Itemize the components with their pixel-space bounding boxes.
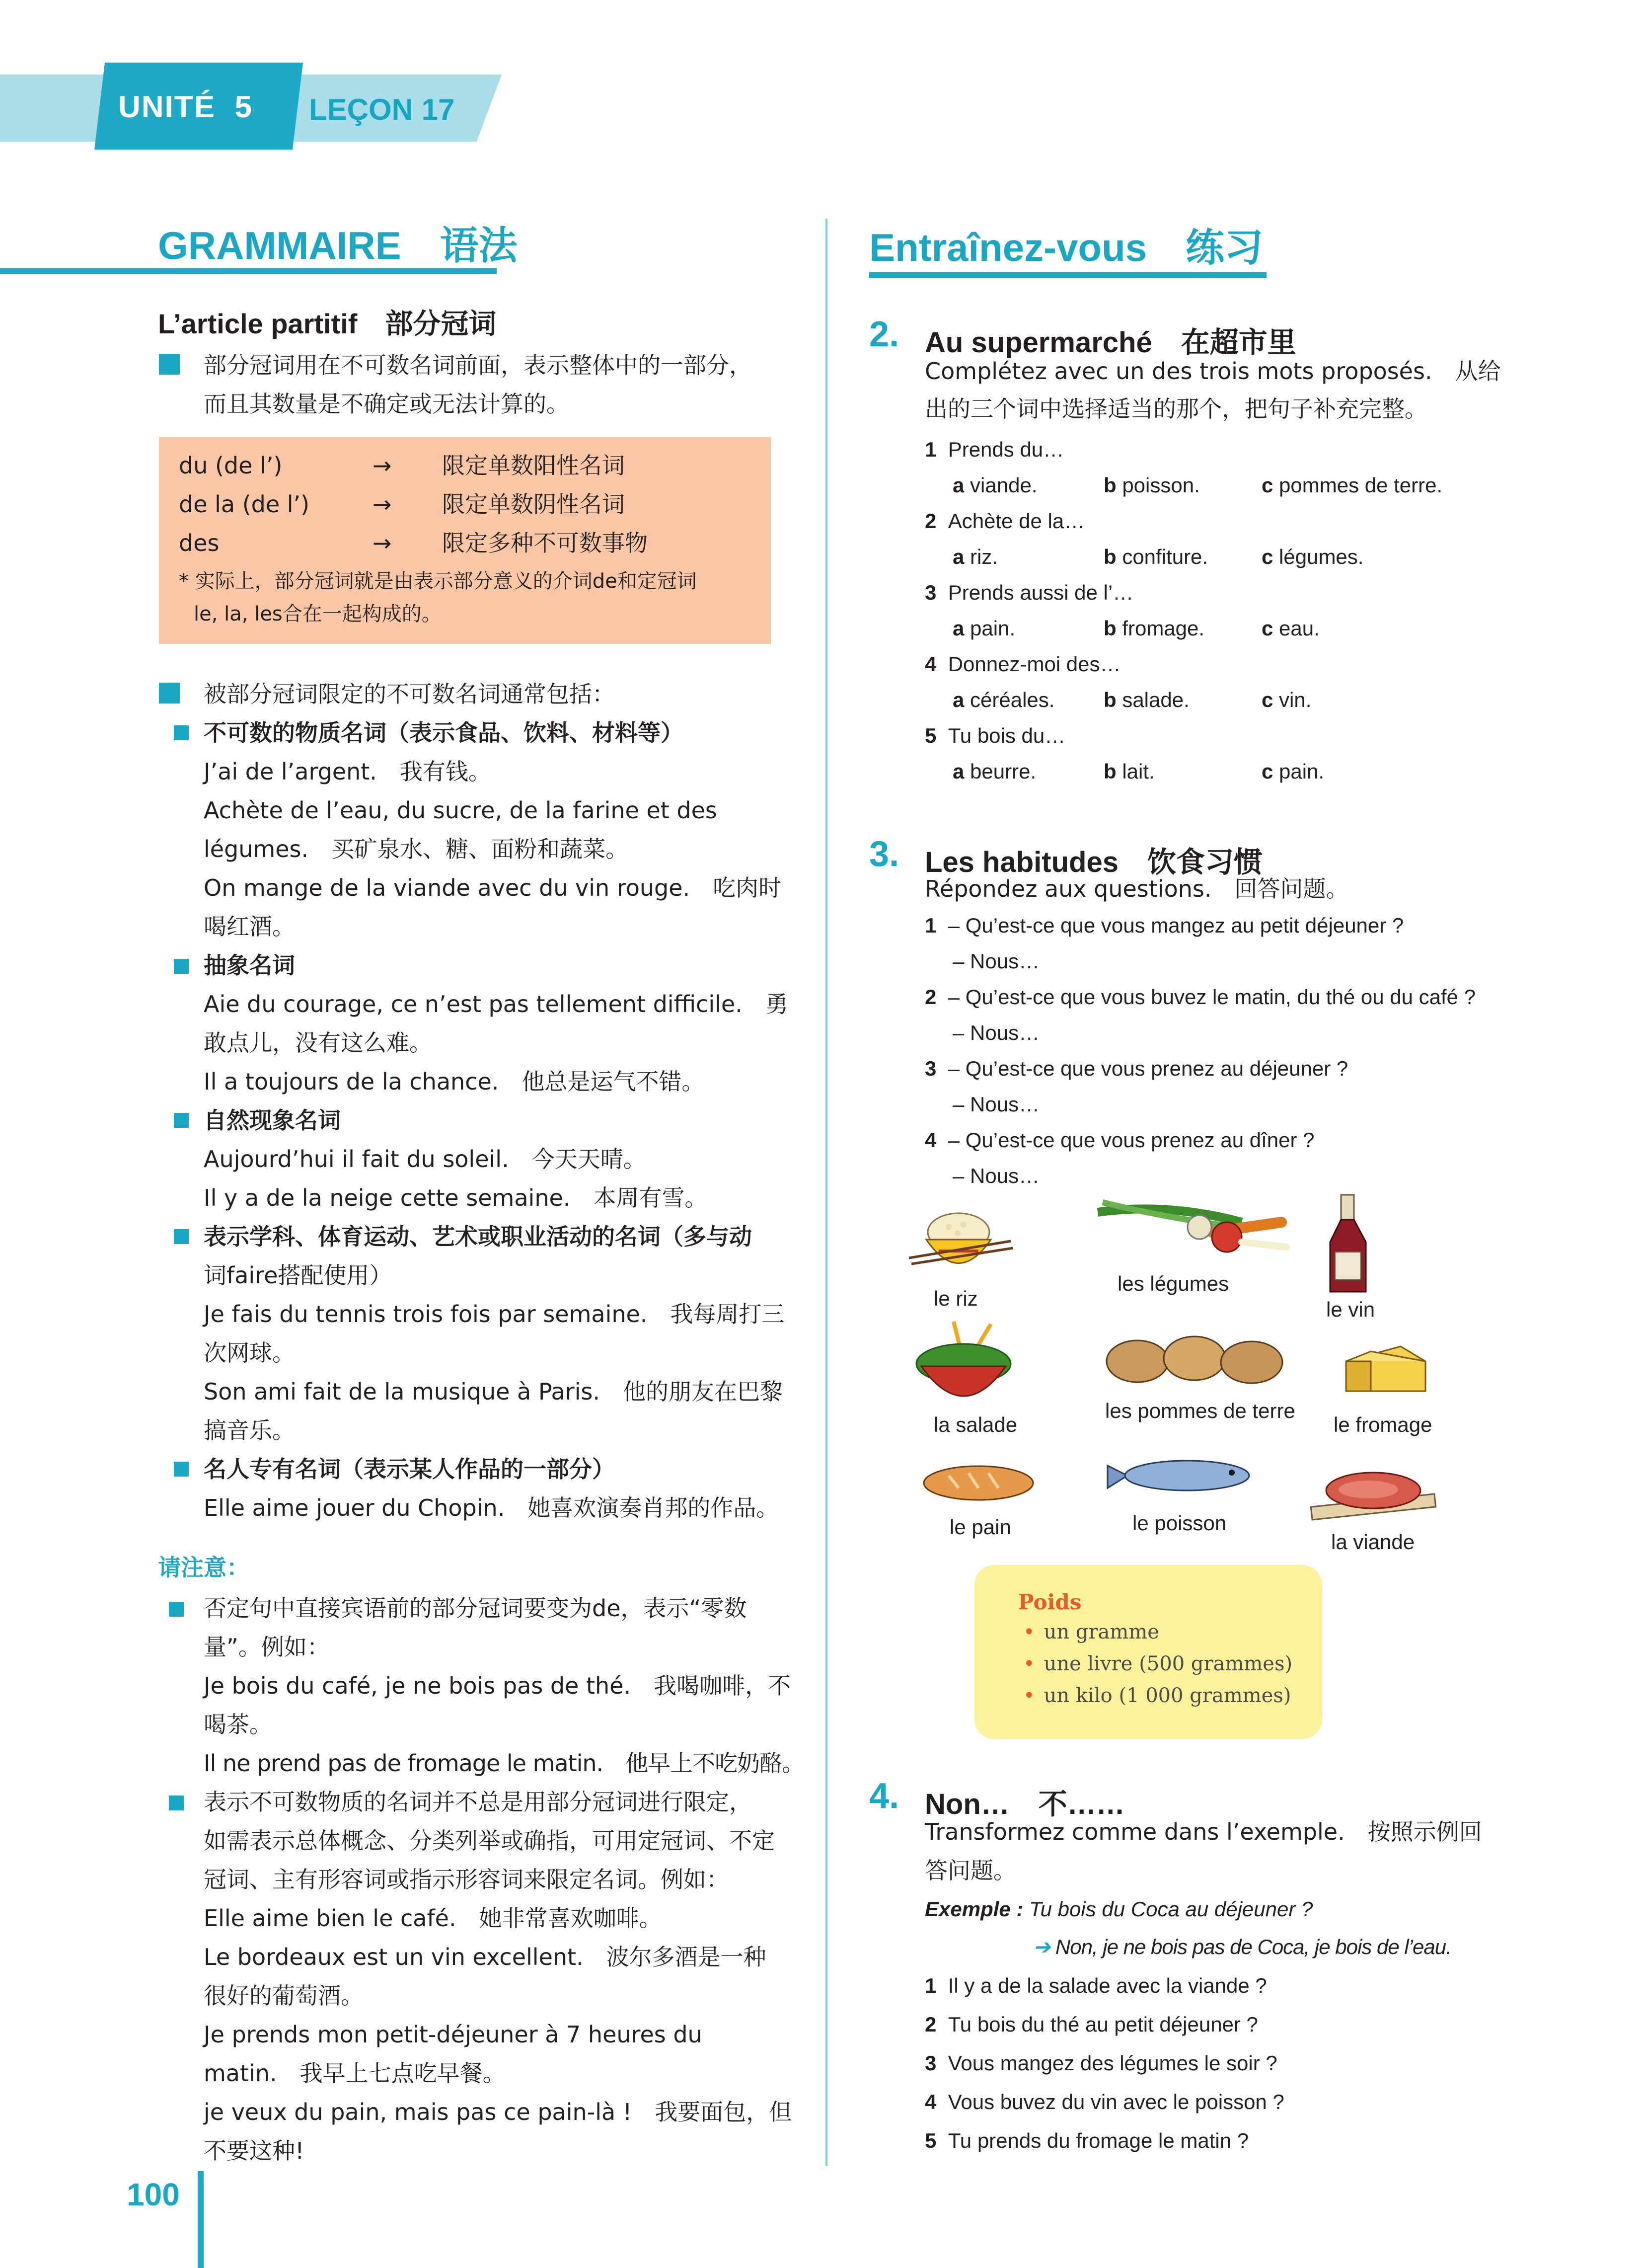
example-answer: Non, je ne bois pas de Coca, je bois de l’eau.	[1055, 1935, 1451, 1958]
exercise-number: 3.	[869, 834, 899, 874]
cheese-illustration	[1341, 1341, 1430, 1401]
attention-line: 冠词、主有形容词或指示形容词来限定名词。例如：	[204, 1866, 729, 1893]
question-text: Prends du…	[948, 438, 1064, 461]
bullet-square	[159, 683, 180, 704]
option-a: beurre.	[970, 760, 1037, 783]
box-meaning: 限定单数阳性名词	[442, 452, 625, 479]
grammar-line: Il a toujours de la chance. 他总是运气不错。	[204, 1068, 705, 1095]
option-c: pommes de terre.	[1279, 473, 1443, 497]
attention-line: 量”。例如：	[204, 1634, 330, 1660]
grammar-title: GRAMMAIRE 语法	[158, 224, 518, 267]
option-a: pain.	[970, 617, 1016, 640]
exercise-instruction: Transformez comme dans l’exemple. 按照示例回	[925, 1818, 1482, 1845]
food-label-fromage: le fromage	[1334, 1413, 1432, 1436]
salad-bowl-illustration	[909, 1317, 1018, 1411]
question-number: 4	[925, 652, 937, 676]
grammar-line: 搞音乐。	[204, 1417, 295, 1444]
fish-illustration	[1103, 1451, 1257, 1500]
box-term: du (de l’)	[179, 452, 283, 479]
grammar-line: 名人专有名词（表示某人作品的一部分）	[204, 1456, 615, 1483]
option-a: viande.	[970, 473, 1038, 497]
answer-stub: – Nous…	[953, 1164, 1040, 1187]
grammar-line: On mange de la viande avec du vin rouge. 吃肉时	[204, 874, 782, 901]
grammar-line: Aie du courage, ce n’est pas tellement difficile. 勇	[204, 991, 788, 1017]
grammar-line: 表示学科、体育运动、艺术或职业活动的名词（多与动	[204, 1223, 752, 1250]
grammar-line: 敢点儿，没有这么难。	[204, 1029, 432, 1056]
rice-bowl-illustration	[899, 1202, 1018, 1287]
question-text: – Qu’est-ce que vous prenez au déjeuner ?	[948, 1057, 1348, 1080]
potatoes-illustration	[1103, 1327, 1291, 1391]
question-text: Tu bois du…	[948, 724, 1066, 747]
grammar-line: 词faire搭配使用）	[204, 1262, 392, 1289]
example-question: Tu bois du Coca au déjeuner ?	[1029, 1897, 1313, 1921]
grammar-line: 自然现象名词	[204, 1107, 341, 1134]
grammar-line: 被部分冠词限定的不可数名词通常包括：	[204, 681, 615, 707]
option-b: poisson.	[1122, 473, 1200, 497]
poids-item: une livre (500 grammes)	[1044, 1652, 1293, 1675]
question-text: Donnez-moi des…	[948, 652, 1121, 676]
grammar-line: Achète de l’eau, du sucre, de la farine et des	[204, 797, 717, 824]
question-number: 5	[925, 724, 937, 747]
attention-line: Il ne prend pas de fromage le matin. 他早上不吃奶酪。	[204, 1750, 805, 1777]
bullet-square	[174, 725, 189, 740]
box-arrow: →	[373, 491, 392, 518]
intro-line-1: 部分冠词用在不可数名词前面，表示整体中的一部分，	[204, 352, 752, 379]
attention-heading: 请注意：	[158, 1554, 249, 1581]
box-arrow: →	[373, 452, 392, 479]
box-note-2: le, la, les合在一起构成的。	[194, 603, 442, 626]
question-text: Prends aussi de l’…	[948, 581, 1134, 604]
wine-bottle-illustration	[1321, 1192, 1376, 1297]
attention-line: Je bois du café, je ne bois pas de thé. 我喝咖啡，不	[204, 1672, 791, 1699]
question-number: 1	[925, 438, 937, 461]
bullet-square	[174, 1462, 189, 1477]
poids-item: un gramme	[1044, 1621, 1159, 1643]
grammar-line: 喝红酒。	[204, 913, 295, 940]
grammar-line: Elle aime jouer du Chopin. 她喜欢演奏肖邦的作品。	[204, 1494, 779, 1521]
question-text: – Qu’est-ce que vous buvez le matin, du thé ou du café ?	[948, 985, 1476, 1009]
bullet-square	[174, 1229, 189, 1244]
grammar-line: 不可数的物质名词（表示食品、饮料、材料等）	[204, 719, 683, 746]
question-text: Vous buvez du vin avec le poisson ?	[948, 2090, 1284, 2113]
question-text: Achète de la…	[948, 509, 1085, 533]
answer-stub: – Nous…	[953, 949, 1040, 973]
attention-line: 喝茶。	[204, 1711, 272, 1738]
grammar-line: 次网球。	[204, 1339, 295, 1366]
page-number: 100	[127, 2177, 180, 2212]
attention-line: 不要这种!	[204, 2137, 304, 2164]
bullet-square	[169, 1796, 184, 1810]
exercise-instruction: Complétez avec un des trois mots proposés. 从给	[925, 358, 1501, 385]
option-a: riz.	[970, 545, 998, 568]
option-b: salade.	[1122, 688, 1190, 711]
unit-label: UNITÉ 5	[118, 90, 253, 124]
option-c: vin.	[1279, 688, 1312, 711]
question-number: 3	[925, 581, 937, 604]
attention-line: 如需表示总体概念、分类列举或确指，可用定冠词、不定	[204, 1827, 775, 1854]
bullet-square	[169, 1602, 184, 1617]
bullet-square	[174, 959, 189, 974]
box-arrow: →	[373, 530, 392, 556]
grammar-line: Aujourd’hui il fait du soleil. 今天天晴。	[204, 1146, 646, 1173]
grammar-line: Il y a de la neige cette semaine. 本周有雪。	[204, 1184, 708, 1211]
answer-stub: – Nous…	[953, 1093, 1040, 1116]
exercise-instruction: 答问题。	[925, 1857, 1016, 1884]
food-label-salade: la salade	[934, 1413, 1018, 1436]
question-text: Vous mangez des légumes le soir ?	[948, 2051, 1277, 2075]
partitive-subtitle: L’article partitif 部分冠词	[158, 308, 497, 339]
poids-item: un kilo (1 000 grammes)	[1044, 1684, 1291, 1707]
food-label-legumes: les légumes	[1118, 1272, 1229, 1295]
exercises-title: Entraînez-vous 练习	[869, 226, 1264, 269]
box-meaning: 限定单数阴性名词	[442, 491, 625, 518]
grammar-line: J’ai de l’argent. 我有钱。	[204, 758, 491, 785]
exercise-instruction: Répondez aux questions. 回答问题。	[925, 875, 1349, 902]
lesson-label: LEÇON 17	[309, 93, 455, 126]
question-text: Il y a de la salade avec la viande ?	[948, 1974, 1267, 1997]
attention-line: je veux du pain, mais pas ce pain-là ! 我要面包，但	[204, 2099, 792, 2125]
arrow-right-icon: ➔	[1033, 1935, 1050, 1958]
exercise-title: Les habitudes 饮食习惯	[925, 846, 1263, 878]
exercise-number: 2.	[869, 314, 899, 354]
food-label-poisson: le poisson	[1132, 1511, 1227, 1535]
question-number: 2	[925, 509, 937, 533]
bullet-square	[159, 354, 180, 375]
exercise-number: 4.	[869, 1776, 899, 1816]
option-c: légumes.	[1279, 545, 1364, 568]
option-b: lait.	[1122, 760, 1155, 783]
attention-line: Elle aime bien le café. 她非常喜欢咖啡。	[204, 1905, 662, 1932]
grammar-line: Je fais du tennis trois fois par semaine. 我每周打三	[204, 1301, 785, 1328]
box-note-1: * 实际上，部分冠词就是由表示部分意义的介词de和定冠词	[179, 570, 697, 593]
bread-illustration	[919, 1461, 1038, 1505]
attention-line: Je prends mon petit-déjeuner à 7 heures du	[204, 2021, 702, 2048]
exercise-title: Non… 不……	[925, 1788, 1125, 1820]
question-text: – Qu’est-ce que vous prenez au dîner ?	[948, 1128, 1315, 1152]
option-c: pain.	[1279, 760, 1325, 783]
column-divider	[825, 219, 827, 2166]
question-text: Tu prends du fromage le matin ?	[948, 2129, 1249, 2152]
bullet-square	[174, 1113, 189, 1128]
attention-line: Le bordeaux est un vin excellent. 波尔多酒是一种	[204, 1944, 766, 1970]
option-b: confiture.	[1122, 545, 1208, 568]
page-bar	[198, 2171, 204, 2268]
grammar-underline	[0, 268, 497, 274]
intro-line-2: 而且其数量是不确定或无法计算的。	[204, 391, 569, 417]
exercise-instruction: 出的三个词中选择适当的那个，把句子补充完整。	[925, 395, 1427, 422]
food-label-pommes: les pommes de terre	[1105, 1399, 1295, 1422]
example-label: Exemple :	[925, 1897, 1024, 1921]
option-b: fromage.	[1122, 617, 1205, 640]
meat-illustration	[1306, 1466, 1440, 1525]
answer-stub: – Nous…	[953, 1021, 1040, 1044]
food-label-riz: le riz	[934, 1287, 978, 1310]
vegetables-illustration	[1093, 1192, 1291, 1262]
question-text: – Qu’est-ce que vous mangez au petit déjeuner ?	[948, 914, 1404, 937]
poids-title: Poids	[1018, 1590, 1082, 1614]
attention-line: 表示不可数物质的名词并不总是用部分冠词进行限定，	[204, 1789, 752, 1815]
food-label-pain: le pain	[950, 1515, 1011, 1539]
option-a: céréales.	[970, 688, 1055, 711]
food-label-viande: la viande	[1331, 1530, 1415, 1554]
attention-line: 否定句中直接宾语前的部分冠词要变为de，表示“零数	[204, 1595, 747, 1622]
attention-line: matin. 我早上七点吃早餐。	[204, 2060, 506, 2087]
option-c: eau.	[1279, 617, 1320, 640]
box-term: des	[179, 530, 220, 556]
exercises-underline	[869, 272, 1267, 278]
attention-line: 很好的葡萄酒。	[204, 1982, 364, 2009]
box-term: de la (de l’)	[179, 491, 310, 518]
box-meaning: 限定多种不可数事物	[442, 530, 648, 556]
grammar-line: Son ami fait de la musique à Paris. 他的朋友在巴黎	[204, 1378, 783, 1405]
grammar-line: légumes. 买矿泉水、糖、面粉和蔬菜。	[204, 836, 629, 862]
exercise-title: Au supermarché 在超市里	[925, 326, 1296, 359]
food-label-vin: le vin	[1326, 1298, 1375, 1321]
grammar-line: 抽象名词	[204, 952, 295, 979]
question-text: Tu bois du thé au petit déjeuner ?	[948, 2013, 1258, 2036]
